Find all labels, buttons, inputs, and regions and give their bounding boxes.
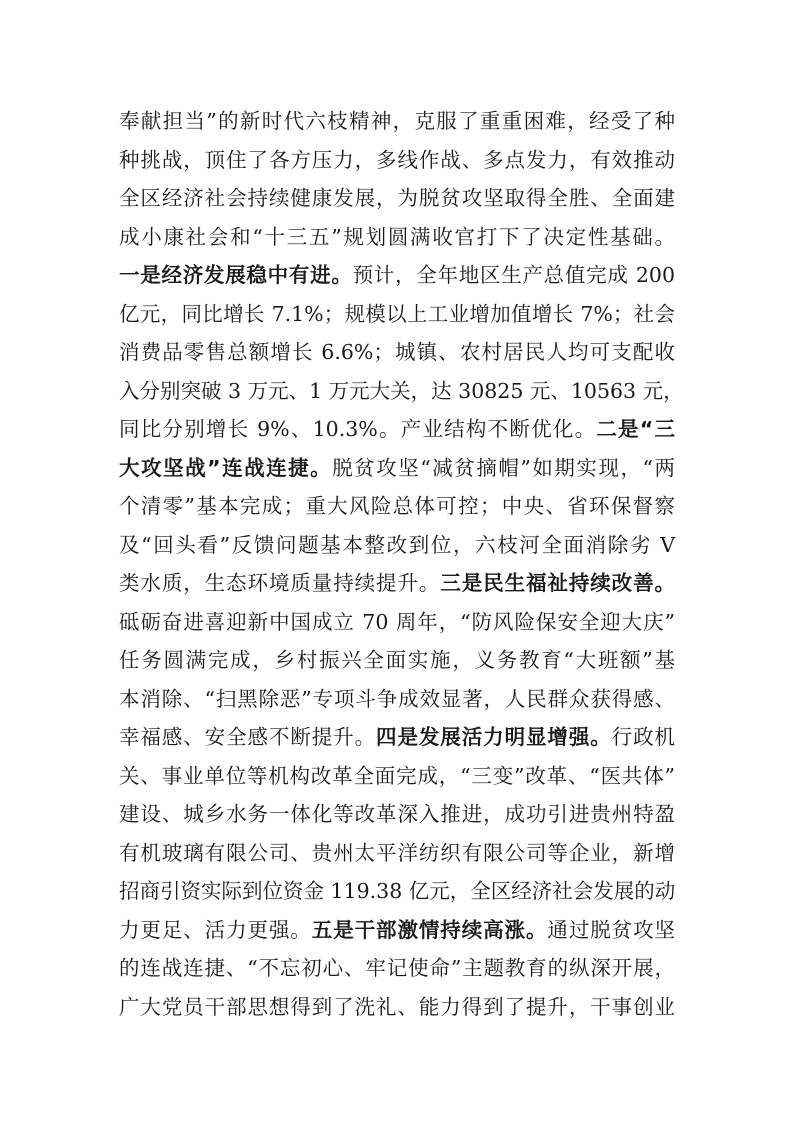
text-run: 广大党员干部思想得到了洗礼、能力得到了提升，干事创业	[119, 994, 675, 1019]
text-run: 建设、城乡水务一体化等改革深入推进，成功引进贵州特盈	[119, 802, 675, 826]
text-run: 砥砺奋进喜迎新中国成立 70 周年，“防风险保安全迎大庆”	[119, 609, 675, 634]
text-run: 奉献担当”的新时代六枝精神，克服了重重困难，经受了种	[119, 109, 675, 133]
text-run: 预计，全年地区生产总值完成 200	[352, 263, 675, 287]
text-line	[119, 449, 675, 488]
text-run: 幸福感、安全感不断提升。	[119, 725, 377, 749]
text-line	[119, 179, 675, 218]
text-line	[119, 680, 675, 719]
text-run: 任务圆满完成，乡村振兴全面实施，义务教育“大班额”基	[119, 648, 675, 672]
text-line	[119, 102, 675, 141]
text-line	[119, 141, 675, 180]
text-run: 个清零”基本完成；重大风险总体可控；中央、省环保督察	[119, 494, 675, 518]
text-run: 本消除、“扫黑除恶”专项斗争成效显著，人民群众获得感、	[119, 686, 675, 711]
text-run: 入分别突破 3 万元、1 万元大关，达 30825 元、10563 元，	[119, 378, 684, 403]
text-line	[119, 834, 675, 873]
text-line	[119, 256, 675, 295]
text-line	[119, 333, 675, 372]
bold-heading-run: 一是经济发展稳中有进。	[119, 263, 353, 287]
text-line	[119, 872, 675, 911]
text-run: 全区经济社会持续健康发展，为脱贫攻坚取得全胜、全面建	[119, 186, 675, 210]
text-run: 种挑战，顶住了各方压力，多线作战、多点发力，有效推动	[119, 147, 675, 172]
bold-heading-run: 四是发展活力明显增强。	[376, 725, 612, 749]
text-run: 力更足、活力更强。	[119, 917, 312, 942]
text-line	[119, 641, 675, 680]
text-run: 亿元，同比增长 7.1%；规模以上工业增加值增长 7%；社会	[119, 301, 675, 326]
text-line	[119, 218, 675, 257]
text-run: 及“回头看”反馈问题基本整改到位，六枝河全面消除劣 V	[119, 532, 675, 557]
text-run: 类水质，生态环境质量持续提升。	[119, 571, 441, 595]
bold-heading-run: 三是民生福祉持续改善。	[440, 571, 676, 595]
text-run: 行政机	[611, 725, 676, 749]
text-run: 招商引资实际到位资金 119.38 亿元，全区经济社会发展的动	[119, 879, 676, 903]
text-line	[119, 526, 675, 565]
text-line	[119, 295, 675, 334]
text-line	[119, 795, 675, 834]
text-line	[119, 911, 675, 950]
bold-heading-run: 五是干部激情持续高涨。	[311, 917, 548, 942]
text-line	[119, 564, 675, 603]
text-run: 同比分别增长 9%、10.3%。产业结构不断优化。	[119, 417, 597, 441]
text-run: 有机玻璃有限公司、贵州太平洋纺织有限公司等企业，新增	[119, 840, 675, 865]
text-line	[119, 603, 675, 642]
body-text	[119, 102, 684, 1026]
text-run: 通过脱贫攻坚	[547, 917, 676, 942]
text-line	[119, 487, 675, 526]
text-line	[119, 410, 675, 449]
text-line	[119, 949, 675, 988]
text-line	[119, 718, 675, 757]
text-run: 关、事业单位等机构改革全面完成，“三变”改革、“医共体”	[119, 763, 675, 788]
text-line	[119, 988, 675, 1027]
text-run: 脱贫攻坚“减贫摘帽”如期实现，“两	[332, 455, 675, 480]
text-run: 成小康社会和“十三五”规划圆满收官打下了决定性基础。	[119, 224, 675, 249]
text-line	[119, 757, 675, 796]
text-run: 的连战连捷、“不忘初心、牢记使命”主题教育的纵深开展，	[119, 956, 675, 980]
text-run: 消费品零售总额增长 6.6%；城镇、农村居民人均可支配收	[119, 340, 675, 364]
bold-heading-run: 二是“三	[596, 417, 675, 441]
bold-heading-run: 大攻坚战”连战连捷。	[119, 455, 333, 480]
text-line	[119, 372, 684, 411]
